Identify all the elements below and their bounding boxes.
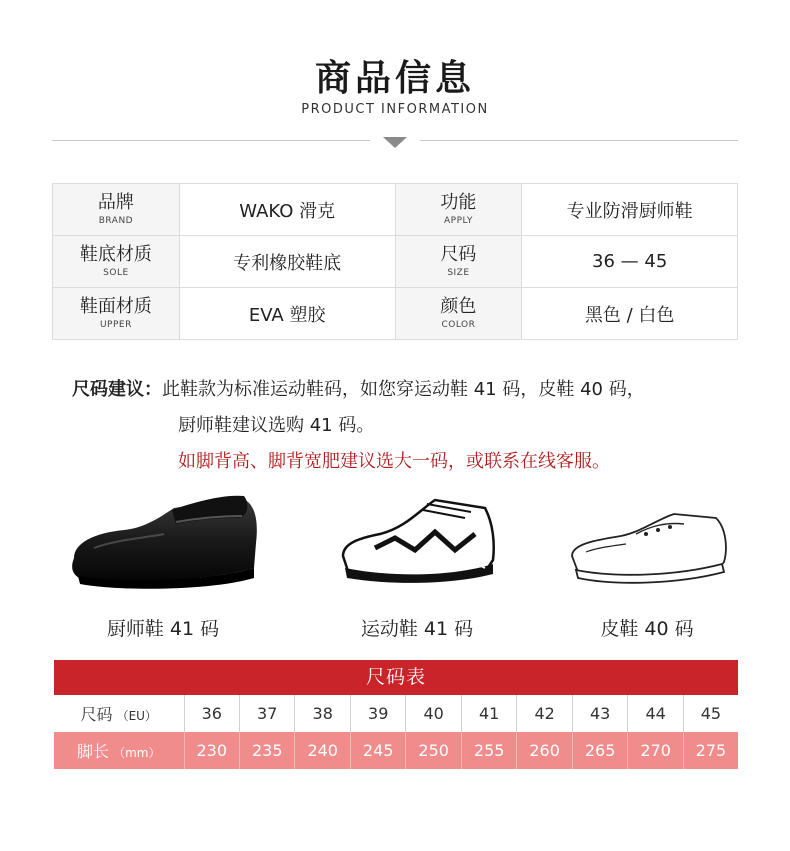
brand-value: WAKO 滑克	[179, 184, 395, 236]
length-row-label	[54, 732, 184, 769]
size-cell: 40	[406, 695, 461, 732]
upper-label: 鞋面材质	[79, 296, 152, 317]
leather-shoe-caption: 皮鞋 40 码	[600, 618, 694, 640]
upper-key	[53, 288, 180, 340]
sneaker-icon	[335, 488, 500, 588]
size-chart-table	[54, 695, 738, 769]
size-cell: 41	[461, 695, 516, 732]
info-row-sole	[53, 236, 738, 288]
length-cell: 245	[350, 732, 405, 769]
length-cell: 240	[295, 732, 350, 769]
leather-shoe-icon	[566, 500, 731, 590]
length-cell: 230	[184, 732, 239, 769]
size-advice-line1: 此鞋款为标准运动鞋码，如您穿运动鞋 41 码，皮鞋 40 码，	[162, 379, 645, 400]
size-advice-line2: 厨师鞋建议选购 41 码。	[178, 415, 375, 436]
size-cell: 42	[517, 695, 572, 732]
size-advice-label: 尺码建议：	[72, 379, 162, 400]
page-title: 商品信息	[314, 58, 475, 99]
size-cell: 43	[572, 695, 627, 732]
size-row-unit: （EU）	[116, 709, 157, 723]
apply-key	[395, 184, 522, 236]
length-cell: 250	[406, 732, 461, 769]
size-chart-title: 尺码表	[54, 660, 738, 695]
brand-label: 品牌	[97, 192, 134, 213]
color-label: 颜色	[440, 296, 477, 317]
page-subtitle: PRODUCT INFORMATION	[301, 102, 489, 117]
size-cell: 37	[239, 695, 294, 732]
size-advice	[72, 372, 752, 480]
color-value: 黑色 / 白色	[522, 288, 738, 340]
chef-shoe-icon	[64, 488, 264, 598]
size-row	[54, 695, 738, 732]
product-info-table	[52, 183, 738, 340]
apply-value: 专业防滑厨师鞋	[522, 184, 738, 236]
length-cell: 260	[517, 732, 572, 769]
length-row-unit: （mm）	[113, 746, 161, 760]
size-advice-note: 如脚背高、脚背宽肥建议选大一码，或联系在线客服。	[178, 451, 610, 472]
length-cell: 265	[572, 732, 627, 769]
foot-length-row	[54, 732, 738, 769]
upper-label-en: UPPER	[99, 320, 132, 330]
sole-key	[53, 236, 180, 288]
chef-shoe-caption: 厨师鞋 41 码	[106, 618, 220, 640]
info-row-brand	[53, 184, 738, 236]
upper-value: EVA 塑胶	[179, 288, 395, 340]
length-cell: 235	[239, 732, 294, 769]
size-cell: 39	[350, 695, 405, 732]
color-label-en: COLOR	[441, 320, 476, 330]
sneaker-caption: 运动鞋 41 码	[360, 618, 474, 640]
sole-label: 鞋底材质	[79, 244, 152, 265]
size-cell: 38	[295, 695, 350, 732]
size-value: 36 — 45	[522, 236, 738, 288]
sole-value: 专利橡胶鞋底	[179, 236, 395, 288]
brand-label-en: BRAND	[98, 216, 134, 226]
length-cell: 270	[628, 732, 683, 769]
size-cell: 44	[628, 695, 683, 732]
divider-left	[52, 140, 370, 141]
size-row-label	[54, 695, 184, 732]
apply-label: 功能	[440, 192, 477, 213]
info-row-upper	[53, 288, 738, 340]
length-cell: 255	[461, 732, 516, 769]
size-label-en: SIZE	[447, 268, 470, 278]
size-label: 尺码	[440, 244, 477, 265]
chevron-down-icon	[383, 137, 407, 148]
divider-right	[420, 140, 738, 141]
size-cell: 36	[184, 695, 239, 732]
size-key	[395, 236, 522, 288]
size-cell: 45	[683, 695, 738, 732]
color-key	[395, 288, 522, 340]
length-cell: 275	[683, 732, 738, 769]
apply-label-en: APPLY	[444, 216, 473, 226]
size-row-label-text: 尺码	[80, 705, 113, 724]
brand-key	[53, 184, 180, 236]
sole-label-en: SOLE	[103, 268, 129, 278]
length-row-label-text: 脚长	[77, 742, 110, 761]
